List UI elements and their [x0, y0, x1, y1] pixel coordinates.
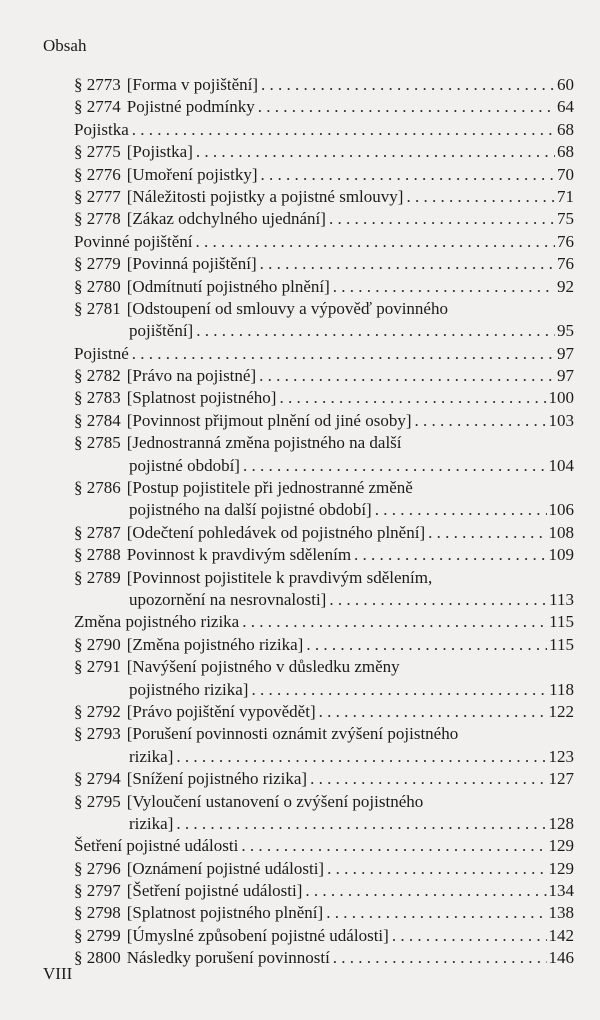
- toc-page-number: 109: [548, 545, 574, 565]
- toc-page-number: 70: [557, 164, 574, 184]
- toc-page-number: 122: [548, 701, 574, 721]
- toc-entry-number: § 2794: [74, 769, 121, 789]
- toc-entry-title: [Porušení povinnosti oznámit zvýšení pojistného: [126, 724, 459, 744]
- toc-page-number: 115: [549, 612, 574, 632]
- toc-page-number: 76: [557, 231, 574, 251]
- toc-page-number: 60: [557, 75, 574, 94]
- toc-entry: [74, 522, 574, 544]
- toc-entry-number: § 2788: [74, 545, 121, 565]
- toc-entry-title: [Umoření pojistky]: [126, 164, 258, 184]
- toc-page-number: 97: [557, 343, 574, 363]
- toc-entry-title: [Právo pojištění vypovědět]: [126, 701, 316, 721]
- toc-page-number: 123: [548, 746, 574, 766]
- dot-leader: [305, 880, 546, 902]
- page-header: Obsah: [43, 36, 87, 55]
- dot-leader: [415, 410, 547, 432]
- toc-entry-number: § 2797: [74, 881, 121, 901]
- toc-entry-title: [Splatnost pojistného plnění]: [126, 903, 324, 923]
- toc-entry: [74, 253, 574, 275]
- toc-entry-number: § 2781: [74, 298, 121, 318]
- toc-page-number: 64: [557, 97, 574, 117]
- toc-entry: [74, 96, 574, 118]
- toc-page-number: 138: [548, 903, 574, 923]
- dot-leader: [333, 947, 547, 969]
- dot-leader: [242, 611, 547, 633]
- dot-leader: [306, 634, 547, 656]
- toc-entry-number: § 2789: [74, 567, 121, 587]
- toc-entry-title: [Odstoupení od smlouvy a výpověď povinného: [126, 298, 448, 318]
- toc-section: [74, 343, 574, 365]
- toc-page-number: 127: [548, 769, 574, 789]
- toc-entry-number: § 2787: [74, 522, 121, 542]
- dot-leader: [196, 231, 555, 253]
- toc-entry: [74, 544, 574, 566]
- toc-entry-number: § 2773: [74, 75, 121, 94]
- toc-entry-title: [Povinnost pojistitele k pravdivým sdělením,: [126, 567, 433, 587]
- toc-entry-number: § 2779: [74, 254, 121, 274]
- toc-entry-number: § 2784: [74, 410, 121, 430]
- toc-entry-title: [Právo na pojistné]: [126, 366, 257, 386]
- toc-entry: [74, 746, 574, 768]
- toc-section: [74, 611, 574, 633]
- toc-entry: [74, 208, 574, 230]
- toc-page-number: 104: [548, 455, 574, 475]
- dot-leader: [259, 365, 555, 387]
- toc-entry: [74, 141, 574, 163]
- toc-entry-title: Povinnost k pravdivým sdělením: [126, 545, 352, 565]
- toc-page-number: 128: [548, 813, 574, 833]
- dot-leader: [196, 320, 555, 342]
- toc-entry-title: pojistného rizika]: [129, 679, 249, 699]
- toc-page-number: 134: [548, 881, 574, 901]
- toc-page-number: 115: [549, 634, 574, 654]
- toc-entry: [74, 567, 574, 589]
- toc-entry-title: [Navýšení pojistného v důsledku změny: [126, 657, 400, 677]
- dot-leader: [319, 701, 547, 723]
- toc-entry: [74, 791, 574, 813]
- toc-entry: [74, 276, 574, 298]
- toc-entry-number: § 2778: [74, 209, 121, 229]
- toc-page-number: 103: [548, 410, 574, 430]
- dot-leader: [132, 119, 555, 141]
- toc-entry-number: § 2796: [74, 858, 121, 878]
- dot-leader: [375, 499, 547, 521]
- toc-entry: [74, 858, 574, 880]
- dot-leader: [326, 902, 546, 924]
- toc-entry-title: [Odečtení pohledávek od pojistného plnění]: [126, 522, 426, 542]
- dot-leader: [241, 835, 546, 857]
- toc-page-number: 76: [557, 254, 574, 274]
- toc-entry: [74, 723, 574, 745]
- toc-entry-title: Povinné pojištění: [74, 231, 193, 251]
- toc-entry-title: Změna pojistného rizika: [74, 612, 240, 632]
- toc-entry: [74, 410, 574, 432]
- dot-leader: [279, 387, 546, 409]
- toc-entry: [74, 813, 574, 835]
- page-footer-number: VIII: [43, 964, 73, 983]
- toc-entry-title: rizika]: [129, 813, 174, 833]
- toc-entry-number: § 2780: [74, 276, 121, 296]
- toc-entry: [74, 387, 574, 409]
- toc-page-number: 75: [557, 209, 574, 229]
- table-of-contents: [74, 74, 574, 970]
- toc-entry-title: Následky porušení povinností: [126, 948, 330, 968]
- toc-entry: [74, 477, 574, 499]
- dot-leader: [428, 522, 546, 544]
- toc-entry: [74, 768, 574, 790]
- dot-leader: [258, 96, 555, 118]
- dot-leader: [310, 768, 546, 790]
- toc-entry: [74, 74, 574, 96]
- toc-entry: [74, 186, 574, 208]
- dot-leader: [392, 925, 547, 947]
- toc-entry-title: Pojistné: [74, 343, 129, 363]
- toc-page-number: 129: [548, 836, 574, 856]
- toc-entry-title: [Pojistka]: [126, 142, 193, 162]
- toc-entry-number: § 2798: [74, 903, 121, 923]
- toc-entry-title: [Splatnost pojistného]: [126, 388, 277, 408]
- toc-entry-title: [Oznámení pojistné události]: [126, 858, 325, 878]
- toc-entry-title: [Jednostranná změna pojistného na další: [126, 433, 402, 453]
- toc-entry: [74, 320, 574, 342]
- toc-entry: [74, 365, 574, 387]
- toc-entry-title: [Postup pojistitele při jednostranné změně: [126, 478, 413, 498]
- toc-page-number: 118: [549, 679, 574, 699]
- dot-leader: [176, 813, 546, 835]
- toc-entry-number: § 2793: [74, 724, 121, 744]
- dot-leader: [406, 186, 555, 208]
- toc-page-number: 113: [549, 589, 574, 609]
- toc-entry-number: § 2792: [74, 701, 121, 721]
- dot-leader: [196, 141, 555, 163]
- toc-page-number: 108: [548, 522, 574, 542]
- toc-entry-title: [Povinná pojištění]: [126, 254, 257, 274]
- toc-entry-title: [Zákaz odchylného ujednání]: [126, 209, 326, 229]
- toc-entry-title: rizika]: [129, 746, 174, 766]
- toc-page-number: 92: [557, 276, 574, 296]
- toc-entry: [74, 499, 574, 521]
- toc-entry-title: pojistného na další pojistné období]: [129, 500, 372, 520]
- toc-entry-number: § 2774: [74, 97, 121, 117]
- toc-entry-title: pojištění]: [129, 321, 194, 341]
- dot-leader: [260, 253, 555, 275]
- dot-leader: [251, 679, 547, 701]
- dot-leader: [243, 455, 547, 477]
- toc-entry-number: § 2790: [74, 634, 121, 654]
- toc-entry: [74, 925, 574, 947]
- dot-leader: [354, 544, 546, 566]
- toc-entry-title: [Úmyslné způsobení pojistné události]: [126, 925, 389, 945]
- toc-entry: [74, 432, 574, 454]
- toc-entry: [74, 455, 574, 477]
- toc-entry-number: § 2783: [74, 388, 121, 408]
- toc-entry-number: § 2777: [74, 186, 121, 206]
- toc-entry: [74, 656, 574, 678]
- toc-entry: [74, 902, 574, 924]
- toc-entry-title: Pojistné podmínky: [126, 97, 255, 117]
- dot-leader: [327, 858, 546, 880]
- toc-entry-title: [Forma v pojištění]: [126, 75, 259, 94]
- dot-leader: [176, 746, 546, 768]
- toc-entry-number: § 2782: [74, 366, 121, 386]
- toc-entry-number: § 2800: [74, 948, 121, 968]
- toc-page-number: 129: [548, 858, 574, 878]
- toc-entry-title: [Šetření pojistné události]: [126, 881, 303, 901]
- toc-entry: [74, 679, 574, 701]
- toc-page-number: 100: [548, 388, 574, 408]
- toc-entry-number: § 2785: [74, 433, 121, 453]
- toc-entry-title: [Náležitosti pojistky a pojistné smlouvy]: [126, 186, 404, 206]
- toc-entry: [74, 880, 574, 902]
- toc-page-number: 95: [557, 321, 574, 341]
- toc-entry-number: § 2786: [74, 478, 121, 498]
- toc-entry-title: [Vyloučení ustanovení o zvýšení pojistného: [126, 791, 424, 811]
- toc-entry-title: [Povinnost přijmout plnění od jiné osoby]: [126, 410, 412, 430]
- toc-page-number: 71: [557, 186, 574, 206]
- toc-entry-number: § 2795: [74, 791, 121, 811]
- dot-leader: [329, 589, 547, 611]
- toc-section: [74, 119, 574, 141]
- toc-entry-title: upozornění na nesrovnalosti]: [129, 589, 327, 609]
- toc-page-number: 106: [548, 500, 574, 520]
- toc-page-number: 142: [548, 925, 574, 945]
- toc-entry-title: Pojistka: [74, 119, 129, 139]
- toc-entry: [74, 589, 574, 611]
- toc-entry-number: § 2775: [74, 142, 121, 162]
- dot-leader: [261, 164, 555, 186]
- toc-entry-title: pojistné období]: [129, 455, 240, 475]
- toc-entry-number: § 2799: [74, 925, 121, 945]
- toc-section: [74, 835, 574, 857]
- toc-entry-title: [Snížení pojistného rizika]: [126, 769, 308, 789]
- toc-section: [74, 231, 574, 253]
- toc-entry-title: Šetření pojistné události: [74, 836, 239, 856]
- toc-entry-title: [Změna pojistného rizika]: [126, 634, 304, 654]
- toc-entry: [74, 947, 574, 969]
- toc-entry-number: § 2776: [74, 164, 121, 184]
- toc-page-number: 146: [548, 948, 574, 968]
- toc-page-number: 68: [557, 119, 574, 139]
- dot-leader: [261, 74, 555, 96]
- toc-entry-title: [Odmítnutí pojistného plnění]: [126, 276, 330, 296]
- toc-entry: [74, 298, 574, 320]
- toc-page-number: 68: [557, 142, 574, 162]
- toc-entry: [74, 634, 574, 656]
- toc-entry: [74, 164, 574, 186]
- dot-leader: [329, 208, 555, 230]
- dot-leader: [132, 343, 555, 365]
- toc-entry-number: § 2791: [74, 657, 121, 677]
- toc-entry: [74, 701, 574, 723]
- toc-page-number: 97: [557, 366, 574, 386]
- dot-leader: [333, 276, 555, 298]
